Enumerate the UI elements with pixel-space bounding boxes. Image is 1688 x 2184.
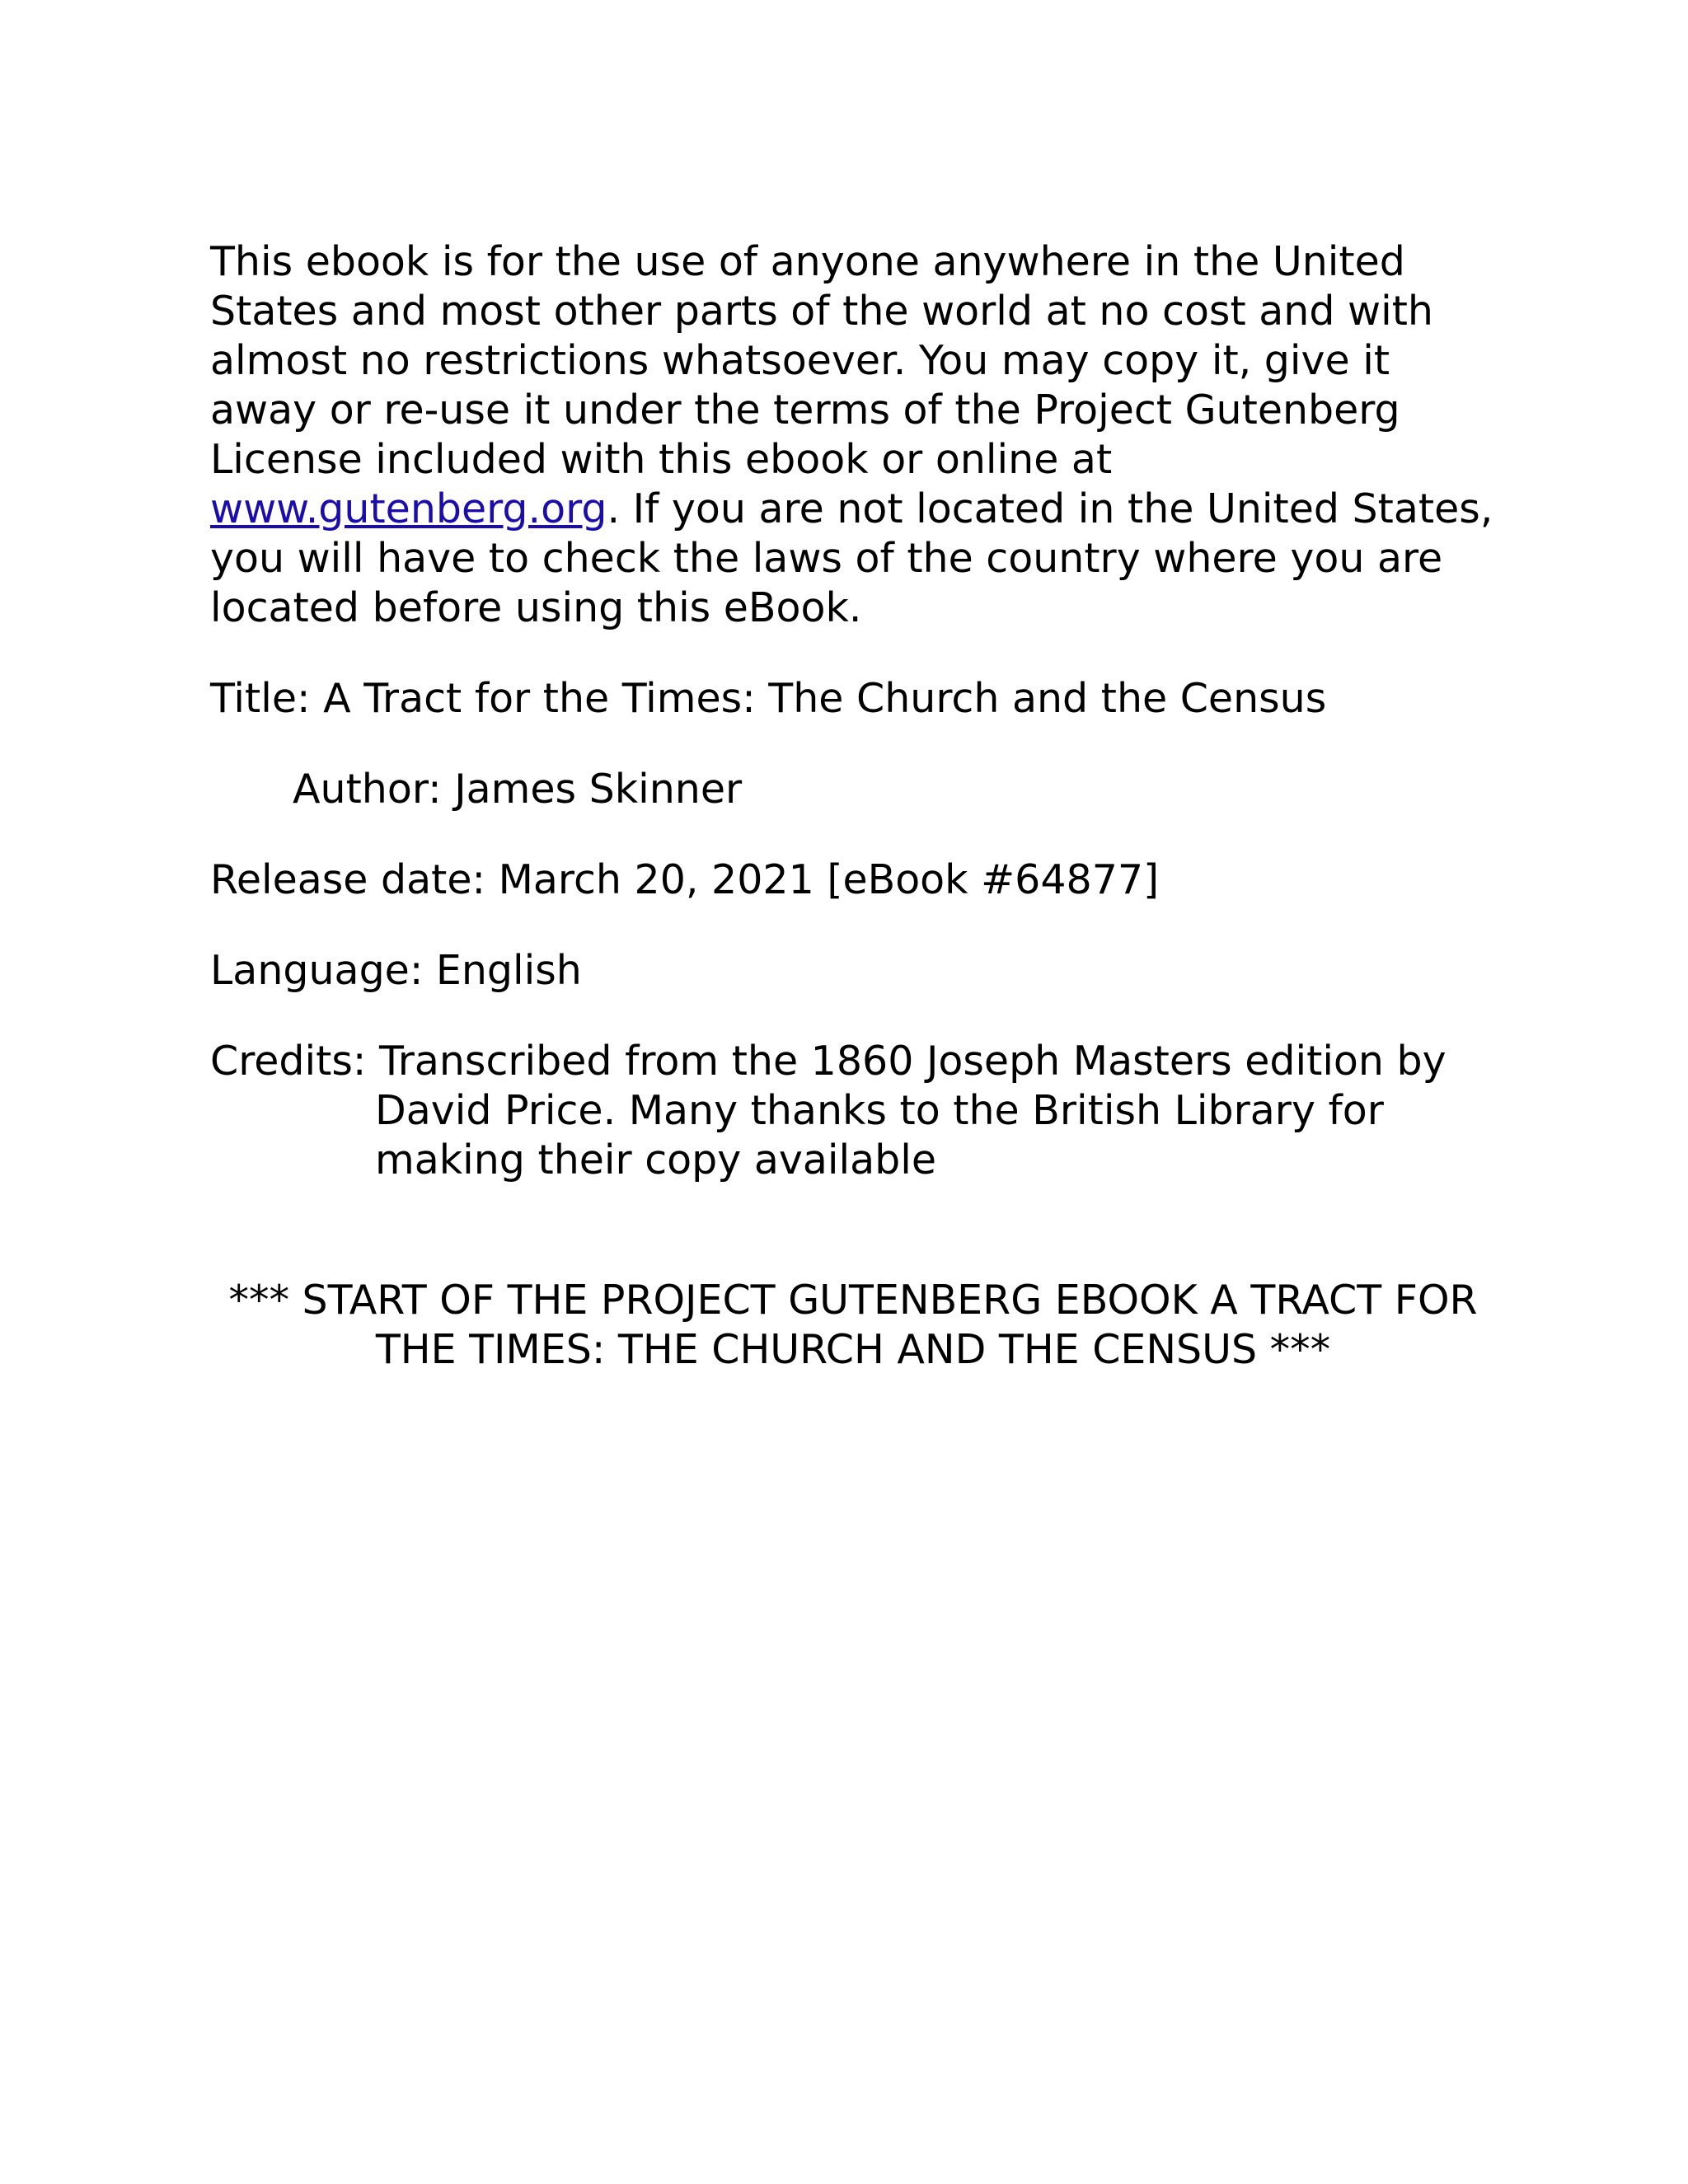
license-paragraph — [210, 237, 1496, 633]
title-field: Title: A Tract for the Times: The Church and the Census — [210, 675, 1327, 722]
release-date-field: Release date: March 20, 2021 [eBook #64877] — [210, 856, 1160, 903]
gutenberg-link[interactable]: www.gutenberg.org — [210, 485, 607, 532]
license-text-start: This ebook is for the use of anyone anywhere in the United States and most other parts of the world at no cost and with almost no restrictions whatsoever. You may copy it, give it away or re-use it under the terms of the Project Gutenberg License included with this ebook or online at — [210, 238, 1433, 483]
language-field: Language: English — [210, 947, 582, 994]
document-page — [210, 237, 1496, 1375]
license-text-end: . If you are not located in the United States, you will have to check the laws of the country where you are located before using this eBook. — [210, 485, 1493, 631]
credits-field: Credits: Transcribed from the 1860 Joseph Masters edition by David Price. Many thanks to the British Library for making their copy available — [210, 1038, 1447, 1183]
author-field: Author: James Skinner — [293, 766, 743, 813]
start-of-ebook-marker: *** START OF THE PROJECT GUTENBERG EBOOK A TRACT FOR THE TIMES: THE CHURCH AND THE CENSUS *** — [228, 1277, 1478, 1373]
